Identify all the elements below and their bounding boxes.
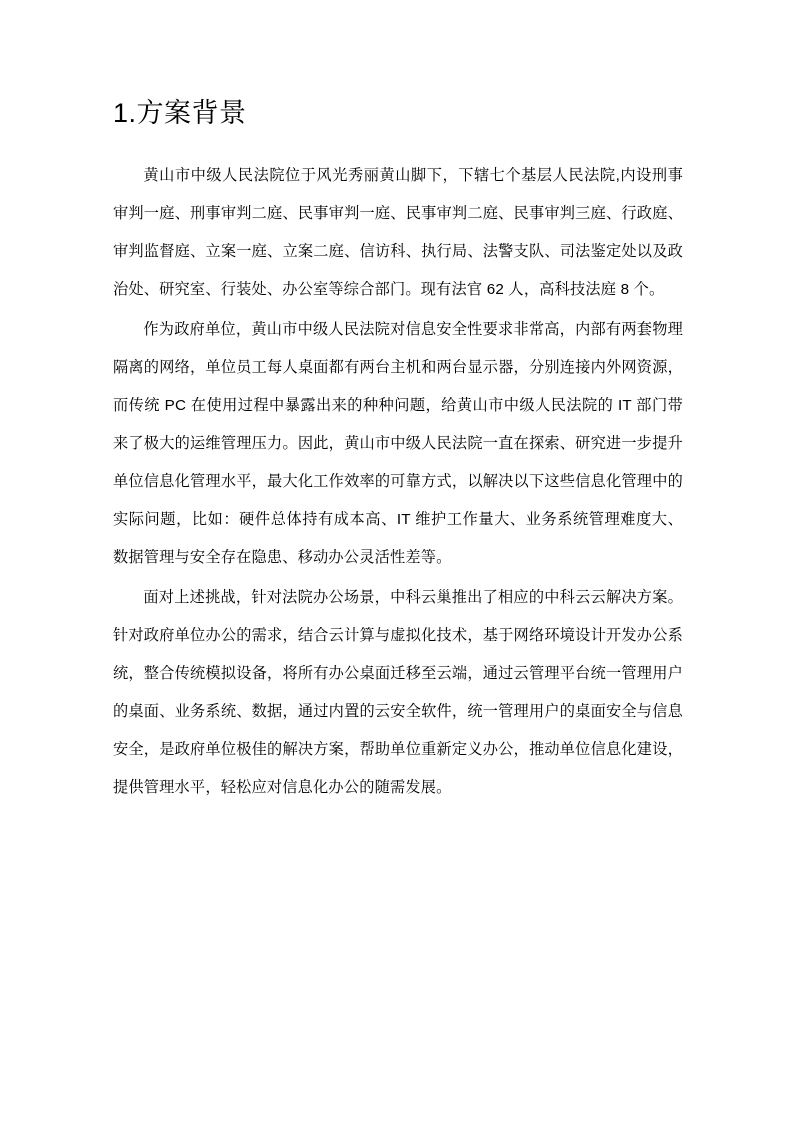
document-content [113,95,683,807]
page-title: 1.方案背景 [113,98,247,128]
paragraph-3: 面对上述挑战，针对法院办公场景，中科云巢推出了相应的中科云云解决方案。针对政府单位办公的需求，结合云计算与虚拟化技术，基于网络环境设计开发办公系统，整合传统模拟设备，将所有办公桌面迁移至云端，通过云管理平台统一管理用户的桌面、业务系统、数据，通过内置的云安全软件，统一管理用户的桌面安全与信息安全，是政府单位极佳的解决方案，帮助单位重新定义办公，推动单位信息化建设，提供管理水平，轻松应对信息化办公的随需发展。 [113,589,683,797]
paragraph-1: 黄山市中级人民法院位于风光秀丽黄山脚下，下辖七个基层人民法院,内设刑事审判一庭、刑事审判二庭、民事审判一庭、民事审判二庭、民事审判三庭、行政庭、审判监督庭、立案一庭、立案二庭、信访科、执行局、法警支队、司法鉴定处以及政治处、研究室、行装处、办公室等综合部门。现有法官 62 人，高科技法庭 8 个。 [113,167,683,299]
paragraph-2: 作为政府单位，黄山市中级人民法院对信息安全性要求非常高，内部有两套物理隔离的网络，单位员工每人桌面都有两台主机和两台显示器，分别连接内外网资源，而传统 PC 在使用过程中暴露出来的种种问题，给黄山市中级人民法院的 IT 部门带来了极大的运维管理压力。因此，黄山市中级人民法院一直在探索、研究进一步提升单位信息化管理水平，最大化工作效率的可靠方式，以解决以下这些信息化管理中的实际问题，比如：硬件总体持有成本高、IT 维护工作量大、业务系统管理难度大、数据管理与安全存在隐患、移动办公灵活性差等。 [113,321,683,567]
